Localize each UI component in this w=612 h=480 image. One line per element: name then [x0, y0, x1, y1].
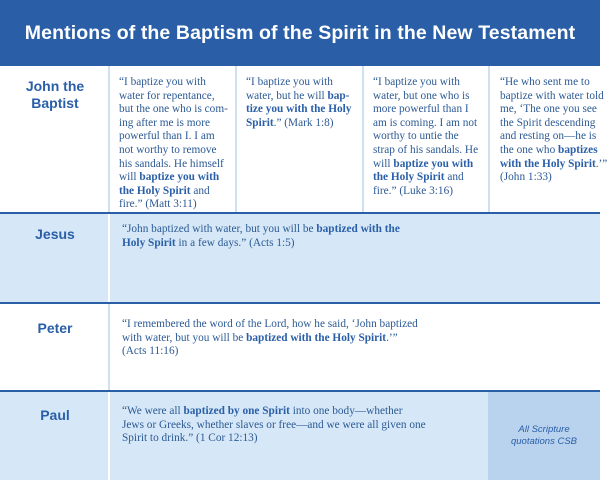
scripture-quote: “We were all baptized by one Spirit into one body—whether Jews or Greeks, whether slaves or free—and we were all given one Spirit to drink.” (1 Cor 12:13)	[122, 405, 426, 445]
scripture-quote: “I remembered the word of the Lord, how he said, ‘John baptized with water, but you will be baptized with the Holy Spirit.’” (Acts 11:16)	[122, 318, 418, 358]
page-title: Mentions of the Baptism of the Spirit in the New Testament	[24, 21, 576, 44]
speaker-name: Jesus	[35, 226, 75, 242]
scripture-quote: “I baptize you with water for repentance, but the one who is com-ing after me is more powerful than I. I am not worthy to remove his sandals. He himself will baptize you with the Holy Spirit and fire.” (Matt 3:11)	[119, 76, 228, 211]
speaker-name: John the Baptist	[25, 78, 85, 111]
speaker-name: Paul	[40, 407, 70, 423]
column-divider	[108, 392, 110, 480]
scripture-quote: “John baptized with water, but you will be baptized with the Holy Spirit in a few days.” (Acts 1:5)	[122, 223, 400, 249]
column-divider	[362, 66, 364, 212]
column-divider	[108, 304, 110, 390]
column-divider	[235, 66, 237, 212]
speaker-name: Peter	[37, 320, 73, 336]
scripture-quote: “I baptize you with water, but one who is more powerful than I am is coming. I am not worthy to untie the strap of his sandals. He will baptize you with the Holy Spirit and fire.” (Luke 3:16)	[373, 76, 479, 197]
page-header	[0, 0, 600, 66]
scripture-quote: “I baptize you with water, but he will bap-tize you with the Holy Spirit.” (Mark 1:8)	[246, 76, 352, 129]
scripture-quote: “He who sent me to baptize with water told me, ‘The one you see the Spirit descending and resting on—he is the one who baptizes with the Holy Spirit.’” (John 1:33)	[500, 76, 608, 184]
quote-clip	[490, 66, 608, 212]
source-note: All Scripture quotations CSB	[510, 424, 577, 447]
source-note-box	[488, 392, 600, 480]
